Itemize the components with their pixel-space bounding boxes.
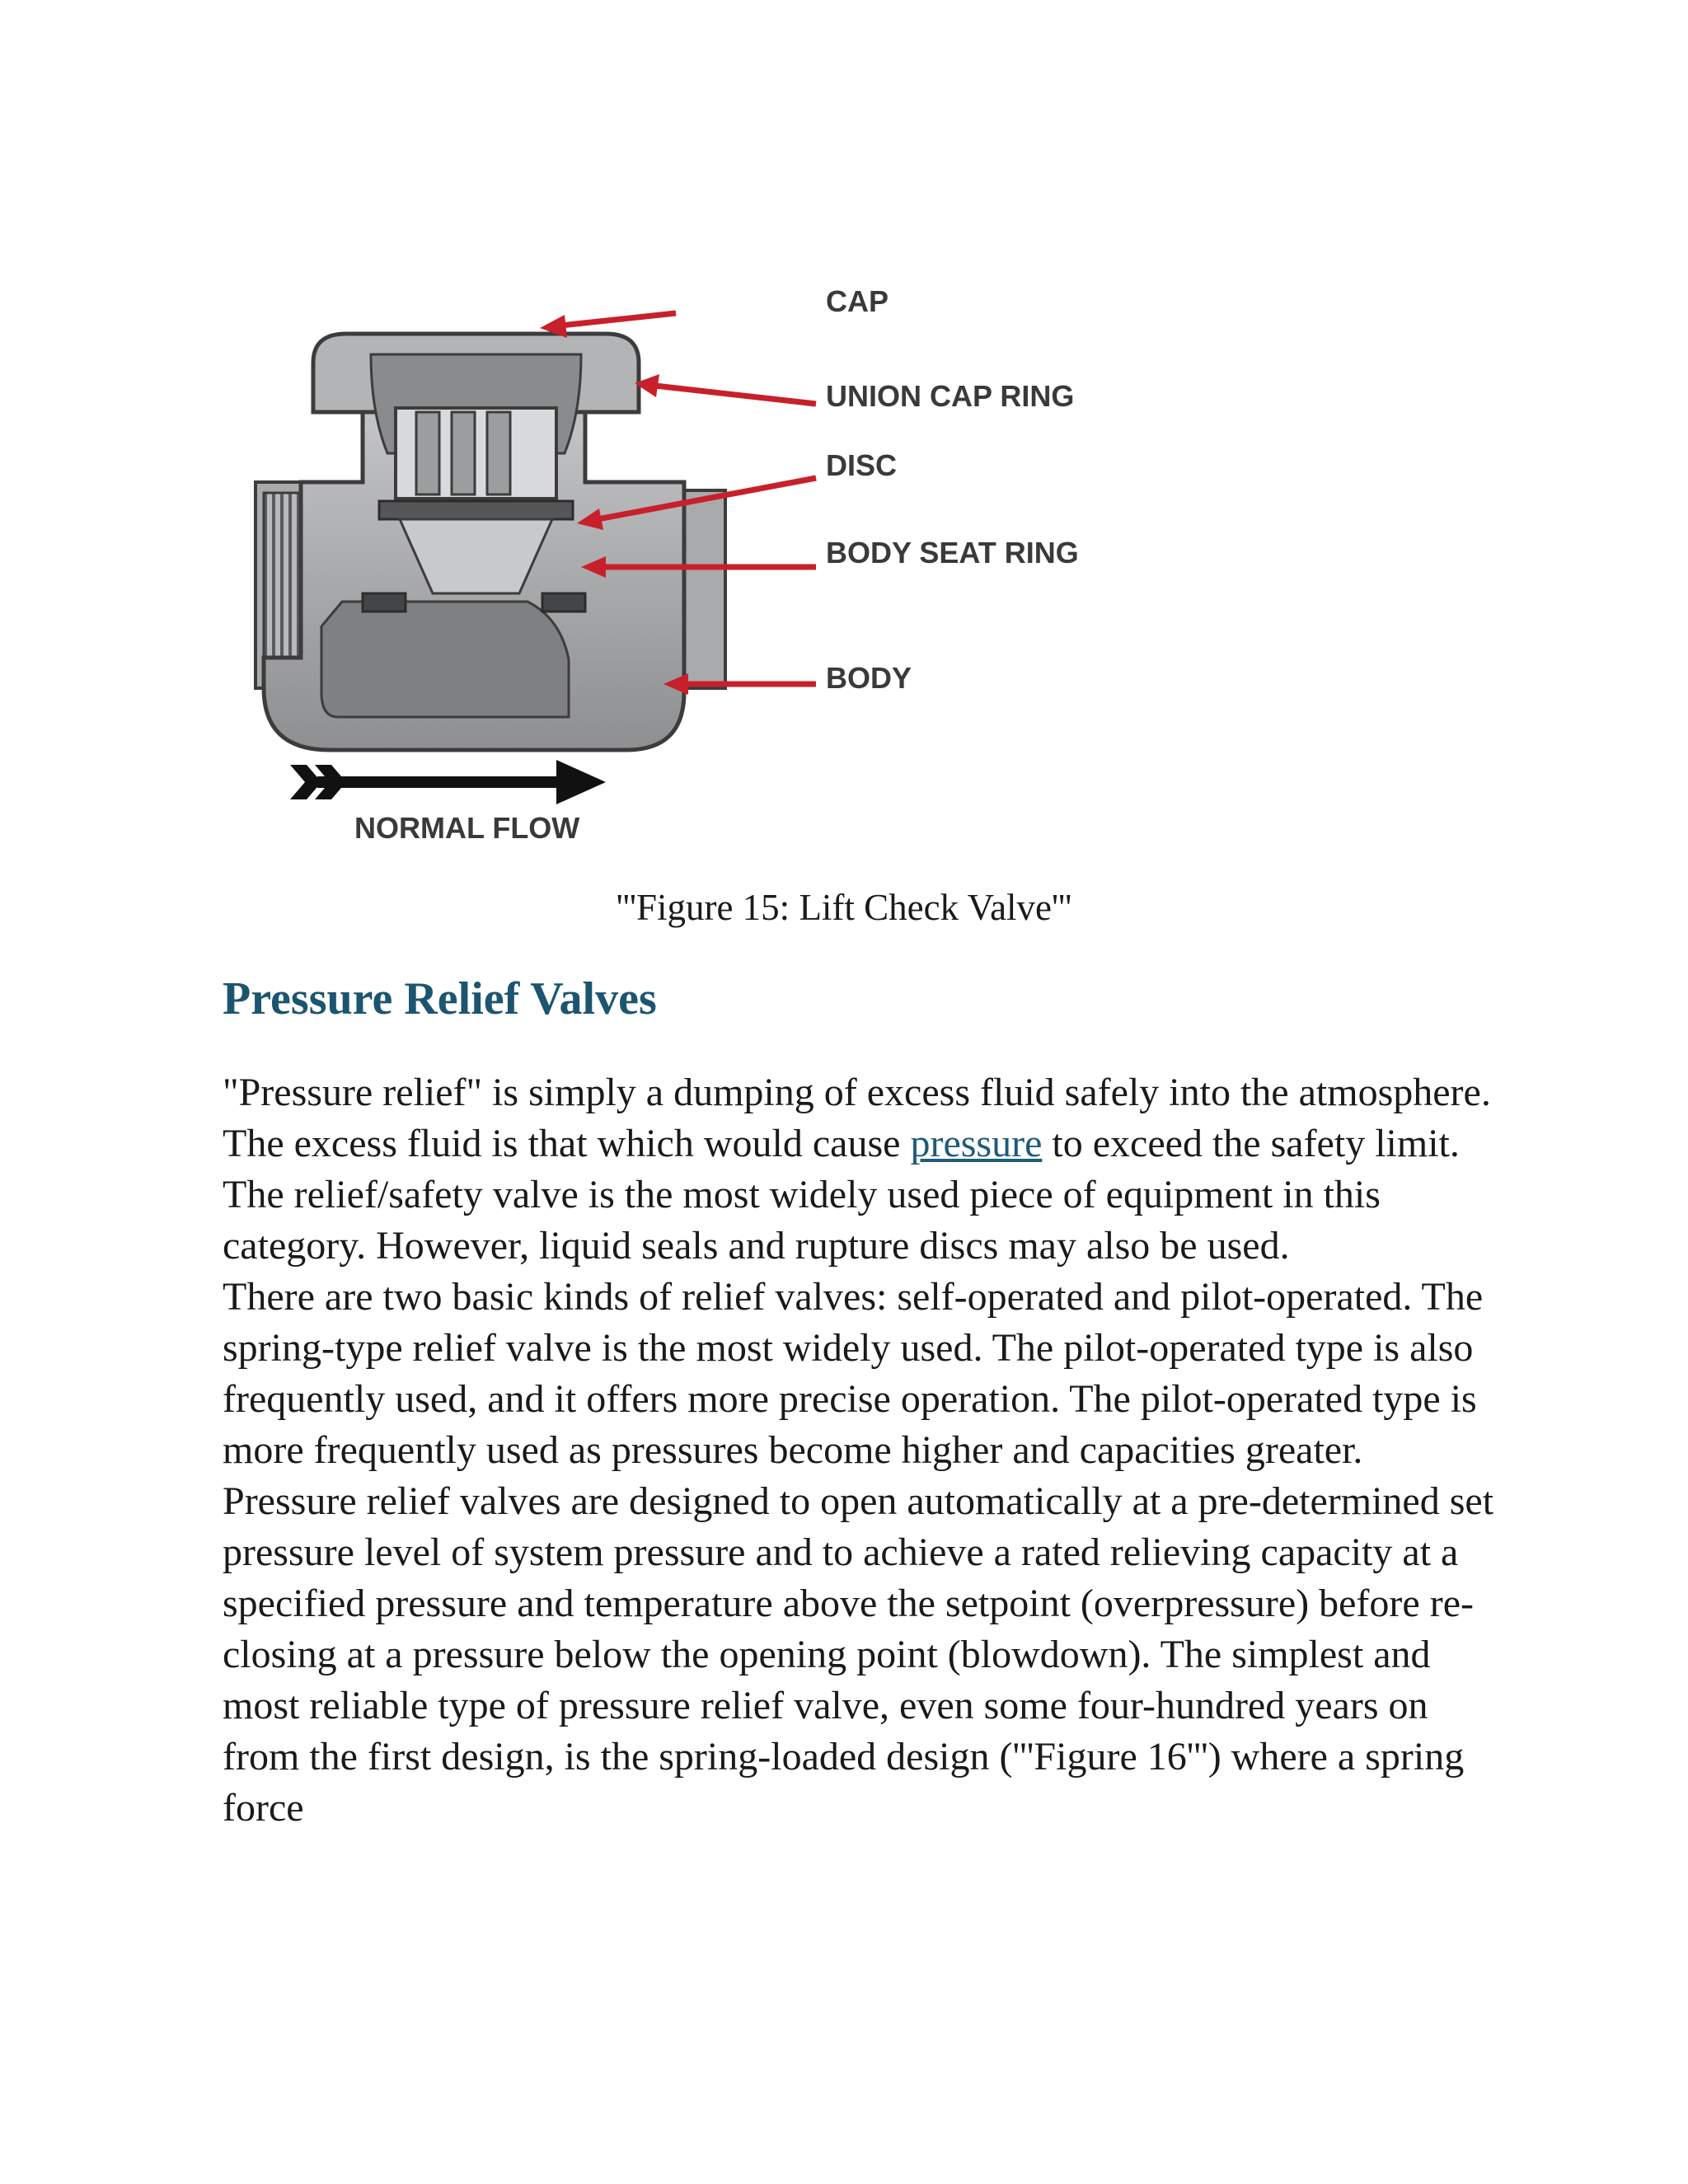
label-body: BODY	[826, 661, 912, 695]
label-body-seat-ring: BODY SEAT RING	[826, 536, 1079, 569]
union-cap-ring-arrow	[655, 386, 816, 404]
section-heading: Pressure Relief Valves	[223, 973, 657, 1024]
label-cap: CAP	[826, 284, 889, 318]
cap-arrow	[560, 313, 676, 326]
pressure-link[interactable]: pressure	[910, 1122, 1043, 1165]
paragraph-3: Pressure relief valves are designed to open automatically at a pre-determined set pressure level of system pressure and to achieve a rated relieving capacity at a specified pressure and temperature above the setpoint (overpressure) before re-closing at a pressure below the opening point (blowdown). The simplest and most reliable type of pressure relief valve, even some four-hundred years on from the first design, is the spring-loaded design ('''Figure 16''') where a spring force	[223, 1479, 1494, 1830]
label-disc: DISC	[826, 448, 898, 482]
p1-text-before: "Pressure relief" is simply a dumping of excess fluid safely into the atmosphere. The excess fluid is that which would cause	[223, 1071, 1491, 1165]
paragraph-2: There are two basic kinds of relief valves: self-operated and pilot-operated. The spring-type relief valve is the most widely used. The pilot-operated type is also frequently used, and it offers more precise operation. The pilot-operated type is more frequently used as pressures become higher and capacities greater.	[223, 1275, 1484, 1472]
lift-check-valve-figure	[239, 272, 1113, 874]
p1-text-after: to exceed the safety limit. The relief/safety valve is the most widely used piece of equipment in this category. However, liquid seals and rupture discs may also be used.	[223, 1122, 1460, 1268]
normal-flow-arrow-icon	[290, 760, 606, 804]
label-union-cap-ring: UNION CAP RING	[826, 379, 1075, 413]
label-normal-flow: NORMAL FLOW	[354, 811, 580, 845]
paragraph-1	[223, 1067, 1508, 1272]
body-text	[223, 1067, 1508, 1834]
figure-caption: '''Figure 15: Lift Check Valve'''	[616, 887, 1072, 928]
